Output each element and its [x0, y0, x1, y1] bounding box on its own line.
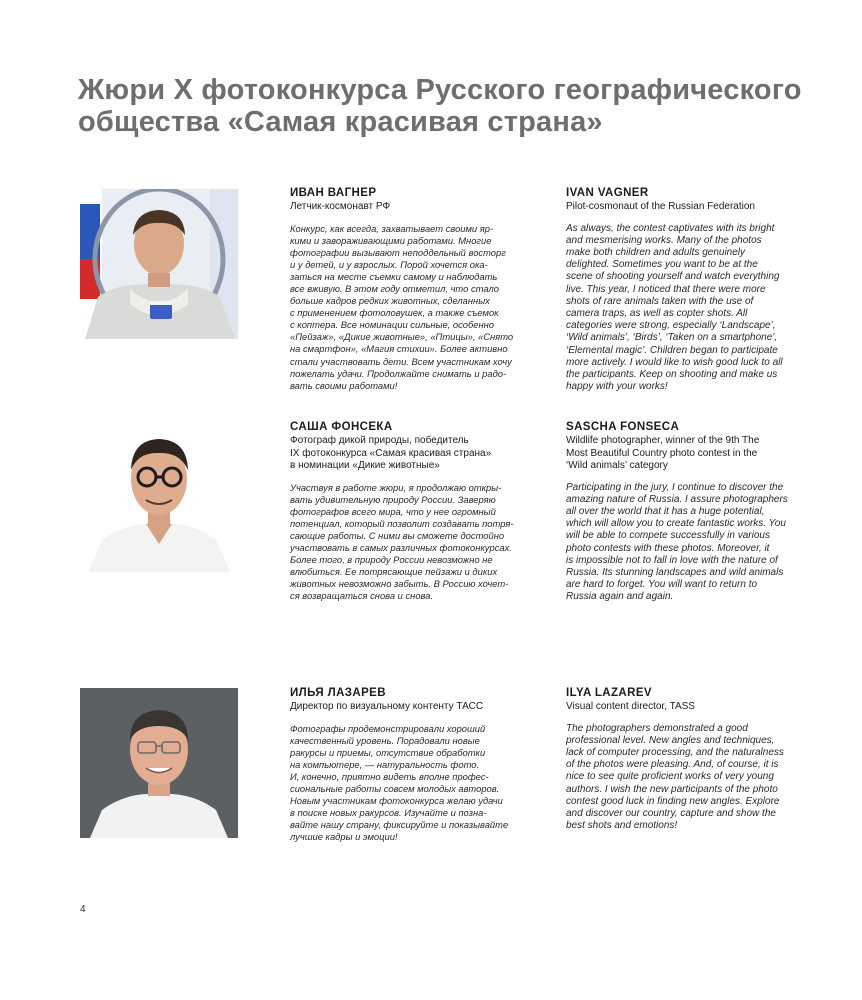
jury-quote-ru: Конкурс, как всегда, захватывает своими яр- кими и завораживающими работами. Многие фотографии вызывают неподдельный восторг и у детей, и у взрослых. Порой хочется ока- заться на месте съемки самому и наблюдать все вживую. В этом году отметил, что стало больше кадров редких животных, сделанных с применением фотоловушек, а также съемок с коптера. Все номинации сильные, особенно «Пейзаж», «Дикие животные», «Птицы», «Снято на смартфон», «Магия стихии». Более активно стали участвовать дети. Всем участникам хочу пожелать удачи. Продолжайте снимать и радо- вать своими работами!	[290, 222, 514, 391]
jury-role-ru: Фотограф дикой природы, победитель IX фотоконкурса «Самая красивая страна» в номинации «Дикие животные»	[290, 435, 492, 471]
astronaut-portrait-image	[80, 189, 238, 339]
jury-photo-photographer	[80, 422, 238, 572]
jury-card-en-2	[566, 420, 828, 604]
jury-name-en: SASCHA FONSECA	[566, 421, 680, 433]
page-title	[78, 74, 838, 138]
jury-quote-en: Participating in the jury, I continue to discover the amazing nature of Russia. I assure photographers all over the world that it has a huge potential, which will allow you to create fantastic works. You will be able to compete successfully in various photo contests with these photos. Moreover, it is impossible not to fall in love with the nature of Russia. Its stunning landscapes and wild animals are hard to forget. You will want to return to Russia again and again.	[566, 481, 788, 603]
jury-role-en: Wildlife photographer, winner of the 9th The Most Beautiful Country photo contest in the ‘Wild animals’ category	[566, 435, 760, 471]
photographer-portrait-image	[80, 422, 238, 572]
jury-name-ru: САША ФОНСЕКА	[290, 421, 393, 433]
jury-role-ru: Летчик-космонавт РФ	[290, 201, 391, 212]
jury-role-en: Pilot-cosmonaut of the Russian Federation	[566, 201, 755, 212]
jury-photo-director	[80, 688, 238, 838]
jury-card-ru-2	[290, 420, 552, 602]
jury-card-ru-1	[290, 186, 552, 392]
page-title-line-1: Жюри X фотоконкурса Русского географического	[78, 74, 802, 106]
page-number: 4	[80, 904, 86, 915]
jury-quote-ru: Фотографы продемонстрировали хороший качественный уровень. Порадовали новые ракурсы и приемы, отсутствие обработки на компьютере, — натуральность фото. И, конечно, приятно видеть вполне профес- сиональные работы совсем молодых авторов. Новым участникам фотоконкурса желаю удачи в поиске новых ракурсов. Изучайте и позна- вайте нашу страну, фиксируйте и показывайте лучшие кадры и эмоции!	[290, 722, 509, 843]
jury-card-en-1	[566, 186, 828, 393]
jury-name-en: ILYA LAZAREV	[566, 687, 652, 699]
jury-role-ru: Директор по визуальному контенту ТАСС	[290, 701, 484, 712]
jury-card-ru-3	[290, 686, 552, 843]
jury-quote-en: As always, the contest captivates with its bright and mesmerising works. Many of the photos make both children and adults genuinely delighted. Sometimes you want to be at the scene of shooting yourself and watch everything live. This year, I noticed that there were more shots of rare animals taken with the use of camera traps, as well as copter shots. All categories were strong, especially ‘Landscape’, ‘Wild animals’, ‘Birds’, ‘Taken on a smartphone’, ‘Elemental magic’. Children began to participate more actively. I would like to wish good luck to all the participants. Keep on shooting and make us happy with your works!	[566, 222, 783, 393]
jury-role-en: Visual content director, TASS	[566, 701, 695, 712]
jury-photo-astronaut	[80, 189, 238, 339]
jury-name-ru: ИВАН ВАГНЕР	[290, 187, 377, 199]
jury-card-en-3	[566, 686, 828, 832]
jury-quote-ru: Участвуя в работе жюри, я продолжаю откры- вать удивительную природу России. Заверяю фотографов всего мира, что у нее огромный потенциал, который позволит создавать потря- сающие работы. С ними вы сможете достойно участвовать в самых различных фотоконкурсах. Более того, в природу России невозможно не влюбиться. Ее потрясающие пейзажи и диких животных невозможно забыть. В Россию хочет- ся возвращаться снова и снова.	[290, 481, 514, 602]
jury-quote-en: The photographers demonstrated a good professional level. New angles and techniques, lack of computer processing, and the naturalness of the photos were pleasing. And, of course, it is nice to see quite proficient works of very young authors. I wish the new participants of the photo contest good luck in finding new angles. Explore and discover our country, capture and show the best shots and emotions!	[566, 722, 784, 832]
jury-name-ru: ИЛЬЯ ЛАЗАРЕВ	[290, 687, 386, 699]
jury-name-en: IVAN VAGNER	[566, 187, 649, 199]
page-title-line-2: общества «Самая красивая страна»	[78, 106, 603, 138]
director-portrait-image	[80, 688, 238, 838]
